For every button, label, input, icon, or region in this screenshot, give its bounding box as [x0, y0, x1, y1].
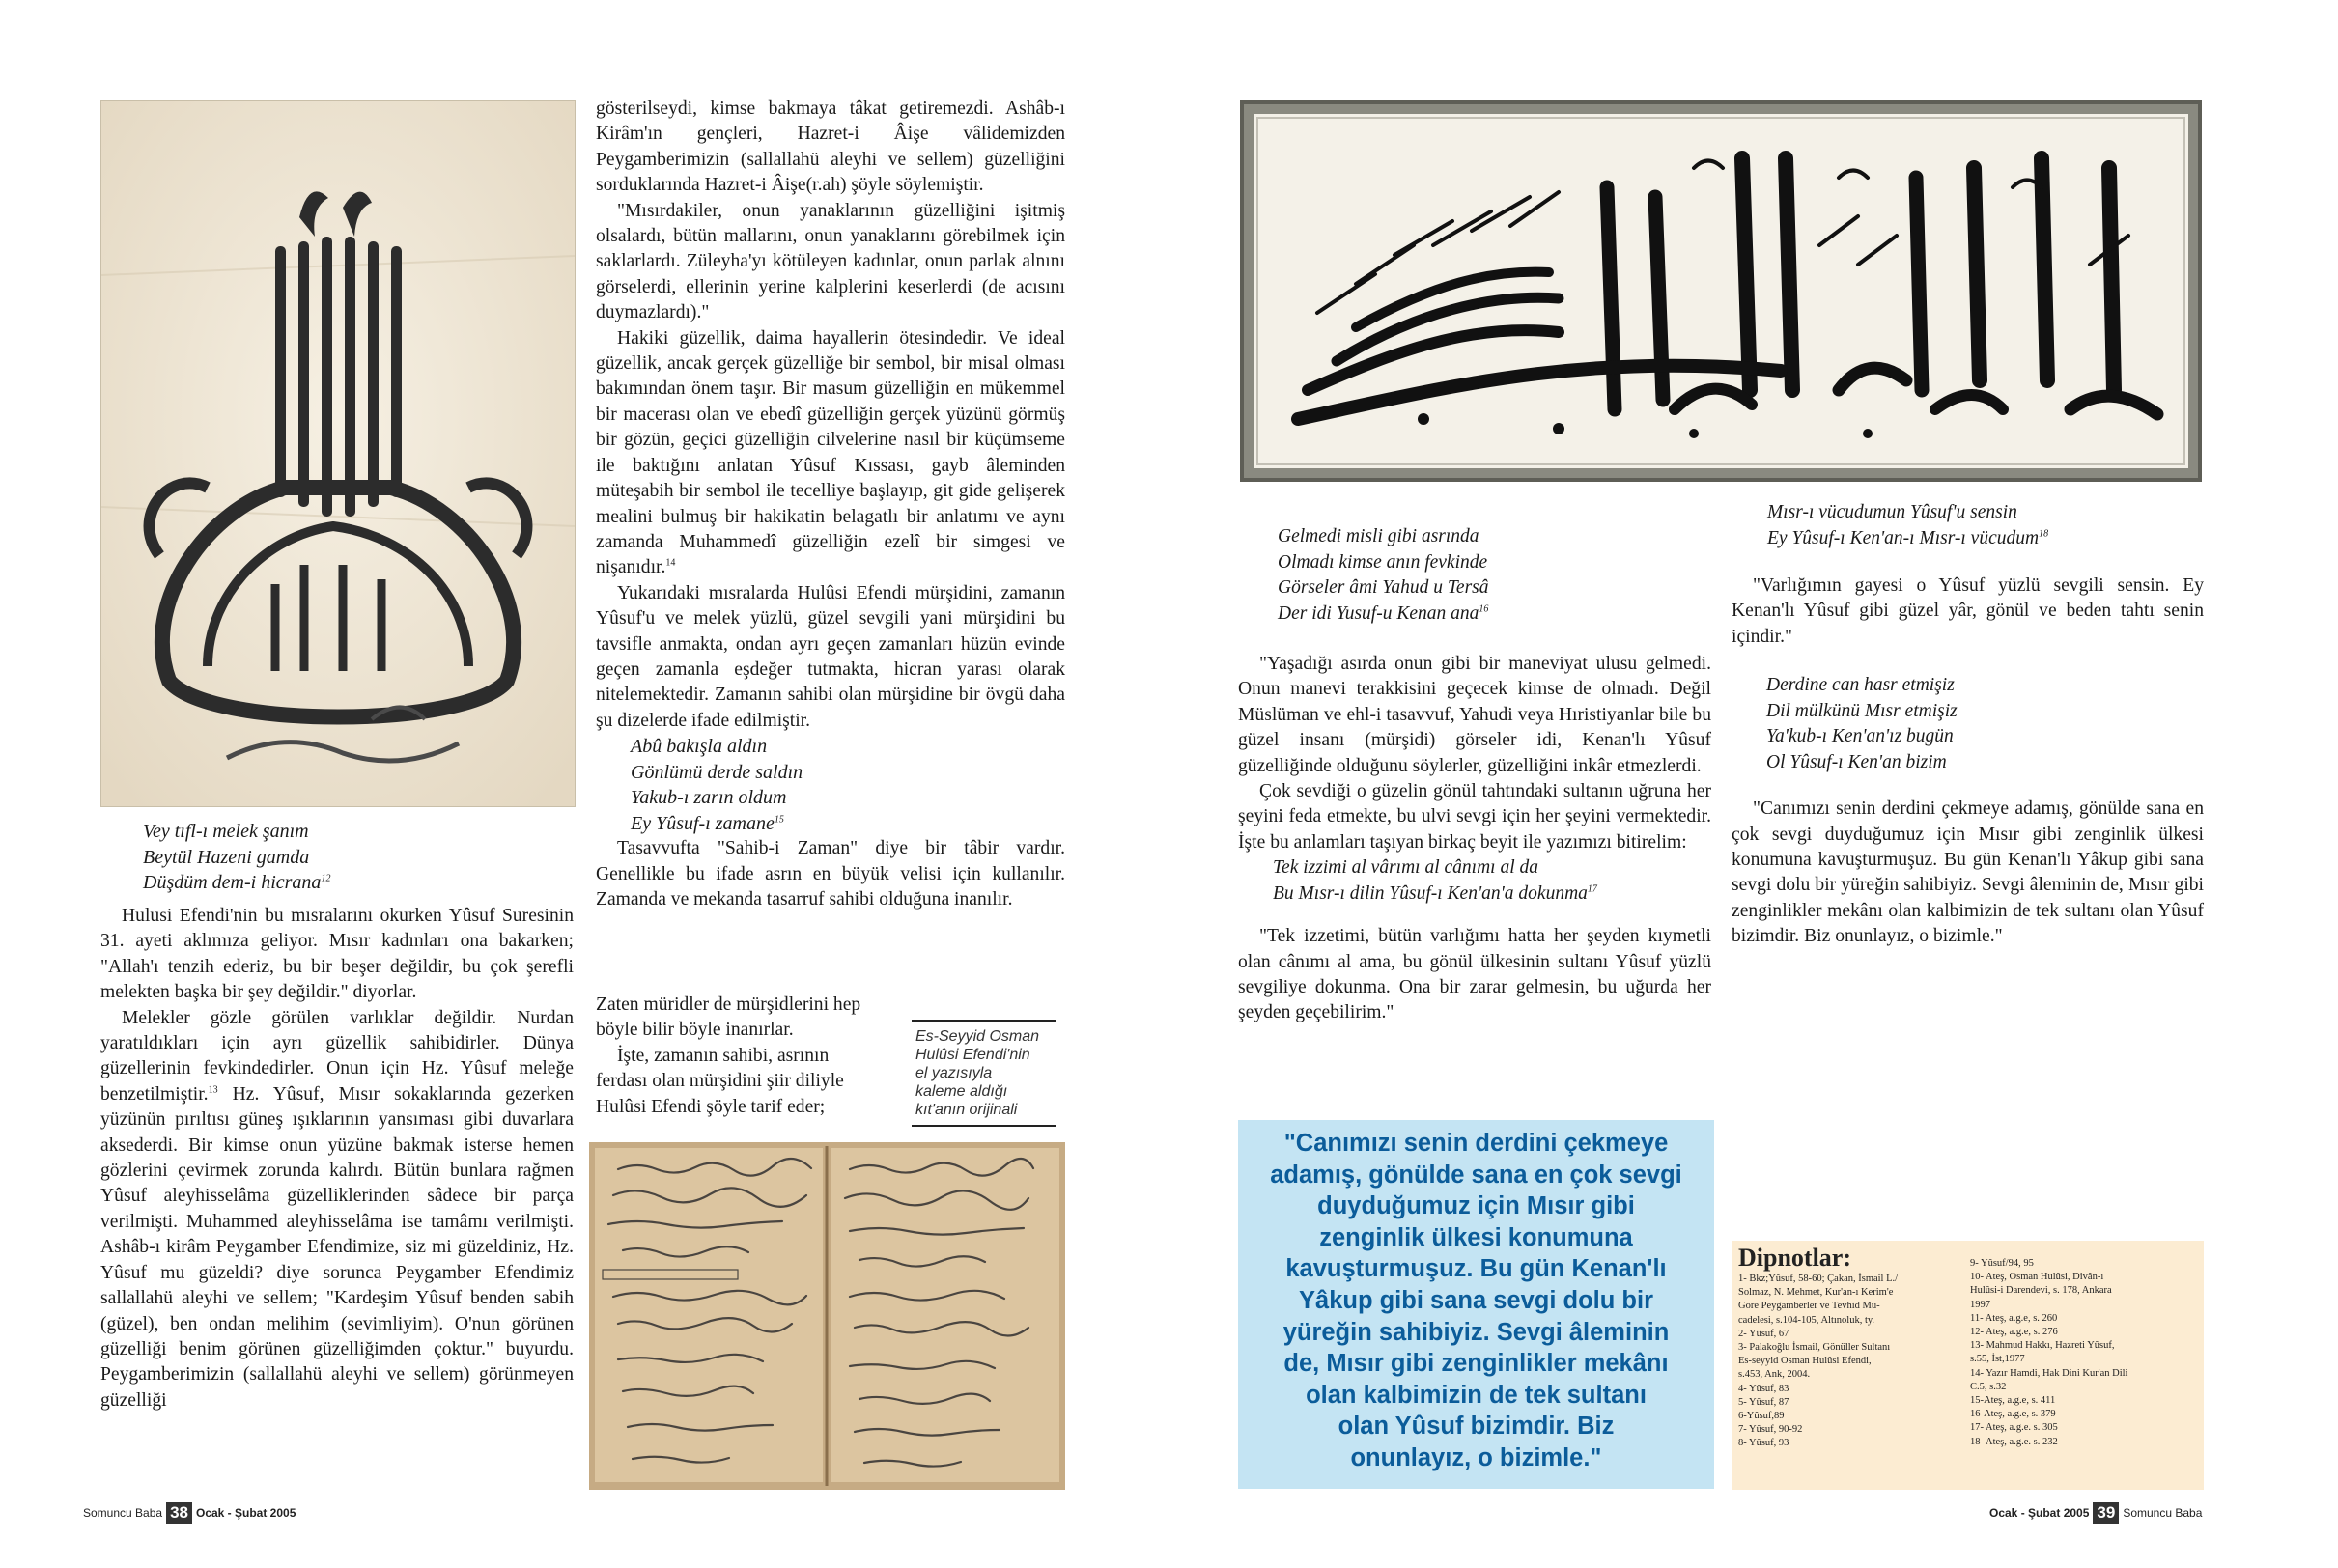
right-poem-2: [1273, 855, 1711, 907]
poem-line: Yakub-ı zarın oldum: [631, 787, 787, 809]
footnotes-title: Dipnotlar:: [1738, 1244, 1851, 1272]
poem-line: Gönlümü derde saldın: [631, 761, 803, 783]
right-b-poem-1: [1767, 500, 2202, 551]
poem-line: Beytül Hazeni gamda: [143, 846, 310, 868]
quote-line: olan kalbimizin de tek sultanı: [1306, 1381, 1647, 1409]
footnote-item: s.453, Ank, 2004.: [1738, 1369, 1811, 1381]
quote-line: kavuşturmuşuz. Bu gün Kenan'lı: [1285, 1255, 1667, 1283]
footnote-item: 10- Ateş, Osman Hulûsi, Divân-ı: [1970, 1272, 2104, 1283]
poem-line: Gelmedi misli gibi asrında: [1278, 526, 1479, 546]
paragraph: Melekler gözle görülen varlıklar değildir. Nurdan yaratıldıkları için ayrı güzellik sahibidirler. Dünya güzellerinin fevkindedirler. Onun için Hz. Yûsuf meleğe benzetilmiştir.$^{13}$ Hz. Yûsuf, Mısır sokaklarında gezerken yüzünün pırıltısı güneş ışıklarının yansıması gibi duvarlara aksederdi. Bir kimse onun yüzüne bakmak isterse hemen gözlerini çevirmek zorunda kalırdı. Bütün bunlara rağmen Yûsuf aleyhisselâma güzelliklerinden sâdece bir parça verilmişti. Muhammed aleyhisselâma ise tamâmı verilmişti. Ashâb-ı kirâm Peygamber Efendimize, siz mi güzeldiniz, Hz. Yûsuf mu güzeldi? diye sorunca Peygamber Efendimiz sallallahü aleyhi ve sellem; "Kardeşim Yûsuf benden sabih (güzel), ben ondan melihim (sevimliyim). O'nun görünen güzelliği benim görünen güzelliğimden çoktur." buyurdu. Peygamberimizin (sallallahü aleyhi ve sellem) görünmeyen güzelliği: [100, 1007, 574, 1411]
footnote-item: 15-Ateş, a.g.e, s. 411: [1970, 1395, 2056, 1407]
quote-line: Yâkup gibi sana sevgi dolu bir: [1299, 1286, 1653, 1314]
footnote-item: 18- Ateş, a.g.e. s. 232: [1970, 1436, 2058, 1447]
poem-line: Vey tıfl-ı melek şanım: [143, 821, 309, 842]
footnote-item: 4- Yûsuf, 83: [1738, 1383, 1789, 1394]
footnote-item: 1- Bkz;Yûsuf, 58-60; Çakan, İsmail L./: [1738, 1274, 1899, 1284]
page-number: 39: [2093, 1502, 2119, 1524]
poem-line: Mısr-ı vücudumun Yûsuf'u sensin: [1767, 502, 2017, 522]
tugra-calligraphy-image: [100, 100, 576, 807]
manuscript-image: [589, 1142, 1065, 1490]
quote-line: zenginlik ülkesi konumuna: [1319, 1223, 1633, 1251]
quote-line: duyduğumuz için Mısır gibi: [1317, 1192, 1635, 1220]
footnotes-col-2: [1970, 1257, 2127, 1449]
paragraph: Hakiki güzellik, daima hayallerin ötesindedir. Ve ideal güzellik, ancak gerçek güzelliğe bir sembol, bir misal olması bakımından önem taşır. Bir masum güzelliğin en mükemmel bir macerası olan ve ebedî güzelliğin gerçek yüzünü görmüş bir gözün, geçici güzelliğin cilvelerine nasıl bir küçümseme ile baktığını anlatan Yûsuf Kıssası, gayb âleminden müteşabih bir sembol ile tecelliye başlayıp, git gide gelişerek mealini bulmuş bir hakikatin belagatlı bir anlatımı ve aynı zamanda Muhammedî güzelliğin ezelî bir simgesi ve nişanıdır.$^{14}$: [596, 327, 1065, 578]
caption-line: Es-Seyyid Osman: [915, 1028, 1040, 1045]
poem-line: Ol Yûsuf-ı Ken'an bizim: [1766, 751, 1947, 772]
footnote-ref: 16: [1479, 603, 1489, 614]
text-line: Zaten müridler de mürşidlerini hep: [596, 994, 861, 1015]
footnote-item: 1997: [1970, 1299, 1990, 1310]
caption-line: el yazısıyla: [915, 1065, 993, 1081]
left-poem: [143, 819, 577, 896]
pull-quote-text: [1252, 1128, 1701, 1474]
quote-line: "Canımızı senin derdini çekmeye: [1283, 1130, 1669, 1157]
caption-line: kıt'anın orijinali: [915, 1102, 1018, 1118]
footnote-item: Es-seyyid Osman Hulûsi Efendi,: [1738, 1356, 1872, 1367]
middle-poem: [631, 734, 1065, 836]
poem-line: Ey Yûsuf-ı Ken'an-ı Mısr-ı vücudum$^{18}$: [1767, 527, 2049, 548]
poem-line: Abû bakışla aldın: [631, 736, 768, 758]
poem-line: Düşdüm dem-i hicrana$^{12}$: [143, 872, 331, 893]
footnote-ref: 12: [321, 873, 331, 884]
right-b-poem-2: [1766, 673, 2204, 775]
footnote-item: 12- Ateş, a.g.e, s. 276: [1970, 1327, 2058, 1338]
quote-line: de, Mısır gibi zenginlikler mekânı: [1283, 1350, 1669, 1378]
footnote-ref: 17: [1587, 883, 1597, 895]
quote-line: olan Yûsuf bizimdir. Biz: [1338, 1413, 1615, 1441]
paragraph: "Yaşadığı asırda onun gibi bir maneviyat ulusu gelmedi. Onun manevi terakkisini geçecek kimse de olmadı. Değil Müslüman ve ehl-i tasavvuf, Yahudi veya Hıristiyanlar bile bu güzel insanı (mürşidi) görseler idi, Kenan'lı Yûsuf güzelliğinde olduğunu söylerler, güzelliğini inkâr etmezlerdi.: [1238, 654, 1711, 776]
footnote-ref: 18: [2039, 528, 2049, 539]
magazine-name: Somuncu Baba: [2123, 1506, 2203, 1520]
quote-line: yüreğin sahibiyiz. Sevgi âleminin: [1282, 1318, 1670, 1346]
paragraph: Yukarıdaki mısralarda Hulûsi Efendi mürşidini, zamanın Yûsuf'u ve melek yüzlü, güzel sevgili yani mürşidini bu tavsifle anmakta, ondan ayrı geçen zamanları hüzün evinde geçen zamanla eşdeğer tutmakta, hicran yarası olarak nitelemektedir. Zamanın sahibi olan mürşidine bir övgü daha şu dizelerde ifade edilmiştir.: [596, 582, 1065, 731]
footnote-item: 9- Yûsuf/94, 95: [1970, 1258, 2034, 1269]
footnote-item: C.5, s.32: [1970, 1381, 2007, 1392]
footnote-item: Hulûsi-i Darendevi, s. 178, Ankara: [1970, 1285, 2112, 1297]
caption-rule: [912, 1125, 1056, 1127]
caption-line: kaleme aldığı: [915, 1083, 1008, 1100]
footnote-item: s.55, İst,1977: [1970, 1354, 2025, 1365]
paragraph: Tasavvufta "Sahib-i Zaman" diye bir tâbir vardır. Genellikle bu ifade asrın en büyük velisi için kullanılır. Zamanda ve mekanda tasarruf sahibi olduğuna inanılır.: [596, 838, 1065, 910]
manuscript-caption: [912, 1020, 1056, 1127]
poem-line: Tek izzimi al vârımı al cânımı al da: [1273, 857, 1538, 879]
footnote-item: Göre Peygamberler ve Tevhid Mü-: [1738, 1301, 1880, 1312]
poem-line: Der idi Yusuf-u Kenan ana$^{16}$: [1278, 602, 1489, 624]
quote-line: adamış, gönülde sana en çok sevgi: [1270, 1161, 1682, 1189]
paragraph: Hulusi Efendi'nin bu mısralarını okurken Yûsuf Suresinin 31. ayeti aklımıza geliyor. Mısır kadınları ona bakarken; "Allah'ı tenzih ederiz, bu bir beşer değildir, bu çok şerefli melekten başka bir şey değildir." diyorlar.: [100, 906, 574, 1003]
middle-column-text: [596, 97, 1065, 912]
poem-line: Derdine can hasr etmişiz: [1766, 675, 1955, 696]
footer-right: [1989, 1502, 2202, 1524]
footnote-item: cadelesi, s.104-105, Altınoluk, ty.: [1738, 1314, 1875, 1326]
footnote-item: 7- Yûsuf, 90-92: [1738, 1424, 1803, 1436]
footnote-item: 5- Yûsuf, 87: [1738, 1396, 1789, 1408]
paragraph: Çok sevdiği o güzelin gönül tahtındaki sultanın uğruna her şeyini feda etmekte, bu ulvi sevgi için her şeyini vermektedir. İşte bu anlamları taşıyan birkaç beyit ile yazımızı bitirelim:: [1238, 781, 1711, 853]
text-line: İşte, zamanın sahibi, asrının: [617, 1045, 830, 1066]
footnote-item: 8- Yûsuf, 93: [1738, 1438, 1789, 1449]
footnotes-col-1: [1738, 1273, 1898, 1451]
paragraph: "Tek izzetimi, bütün varlığımı hatta her şeyden kıymetli olan cânımı al ama, bu gönül ülkesinin sultanı Yûsuf yüzlü sevgiliye dokunma. Ona bir zarar gelmesin, bu uğurda her şeyden geçebilirim.": [1238, 926, 1711, 1023]
text-line: böyle bilir böyle inanırlar.: [596, 1020, 794, 1041]
footnote-item: 2- Yûsuf, 67: [1738, 1328, 1789, 1339]
paragraph: "Canımızı senin derdini çekmeye adamış, gönülde sana en çok sevgi duyduğumuz için Mısır gibi zenginlik ülkesi konumuna kavuşturmuşuz. Bu gün Kenan'lı Yâkup gibi sana sevgi dolu bir yüreğin sahibiyiz. Sevgi âleminin de, Mısır gibi zenginlikler mekânı olan kalbimizin de tek sultanı olan Yûsuf bizimdir. Biz onunlayız, o bizimle.": [1732, 798, 2204, 947]
right-column-b-text: [1732, 574, 2204, 950]
footnote-item: 17- Ateş, a.g.e. s. 305: [1970, 1422, 2058, 1434]
footnote-item: Solmaz, N. Mehmet, Kur'an-ı Kerim'e: [1738, 1287, 1894, 1299]
caption-line: Hulûsi Efendi'nin: [915, 1047, 1030, 1063]
paragraph: gösterilseydi, kimse bakmaya tâkat getiremezdi. Ashâb-ı Kirâm'ın gençleri, Hazret-i Âişe vâlidemizden Peygamberimizin (sallallahü aleyhi ve sellem) güzelliğini sorduklarında Hazret-i Âişe(r.ah) şöyle söylemiştir.: [596, 98, 1065, 196]
right-column-a-text: [1238, 652, 1711, 1026]
poem-line: Görseler âmi Yahud u Tersâ: [1278, 577, 1489, 598]
footnote-item: 16-Ateş, a.g.e, s. 379: [1970, 1409, 2056, 1420]
footnote-ref: 13: [208, 1084, 218, 1096]
issue-date: Ocak - Şubat 2005: [1989, 1506, 2090, 1520]
text-line: ferdası olan mürşidini şiir diliyle: [596, 1071, 844, 1092]
poem-line: Dil mülkünü Mısr etmişiz: [1766, 700, 1958, 721]
footnote-item: 11- Ateş, a.g.e, s. 260: [1970, 1312, 2058, 1324]
middle-wrapped-text: [596, 993, 910, 1120]
footnote-item: 6-Yûsuf,89: [1738, 1411, 1785, 1422]
footnote-item: 13- Mahmud Hakkı, Hazreti Yûsuf,: [1970, 1340, 2115, 1352]
footer-left: [83, 1502, 296, 1524]
page-number: 38: [166, 1502, 192, 1524]
issue-date: Ocak - Şubat 2005: [195, 1506, 296, 1520]
footnote-ref: 14: [665, 557, 676, 569]
footnote-ref: 15: [774, 814, 784, 825]
quote-line: onunlayız, o bizimle.": [1350, 1443, 1602, 1471]
poem-line: Ey Yûsuf-ı zamane$^{15}$: [631, 812, 784, 834]
text-line: Hulûsi Efendi şöyle tarif eder;: [596, 1096, 826, 1117]
paragraph: "Mısırdakiler, onun yanaklarının güzelliğini işitmiş olsalardı, bütün mallarını, onun yanaklarını görebilmek için saklarlardı. Züleyha'yı kötüleyen kadınlar, onun parlak alnını görselerdi, ellerinin yerine kalplerini keserlerdi (de acısını duymazlardı).": [596, 200, 1065, 323]
right-poem-1: [1278, 524, 1683, 627]
paragraph: "Varlığımın gayesi o Yûsuf yüzlü sevgili sensin. Ey Kenan'lı Yûsuf gibi güzel yâr, gönül ve beden tahtı senin içindir.": [1732, 575, 2204, 647]
poem-line: Olmadı kimse anın fevkinde: [1278, 551, 1488, 573]
poem-line: Bu Mısr-ı dilin Yûsuf-ı Ken'an'a dokunma$^{17}$: [1273, 882, 1597, 904]
footnote-item: 3- Palakoğlu İsmail, Gönüller Sultanı: [1738, 1342, 1891, 1354]
footnote-item: 14- Yazır Hamdi, Hak Dini Kur'an Dili: [1970, 1367, 2128, 1379]
poem-line: Ya'kub-ı Ken'an'ız bugün: [1766, 726, 1954, 747]
calligraphy-panel: [1240, 100, 2202, 482]
left-column-text: [100, 904, 574, 1414]
magazine-name: Somuncu Baba: [83, 1506, 163, 1520]
